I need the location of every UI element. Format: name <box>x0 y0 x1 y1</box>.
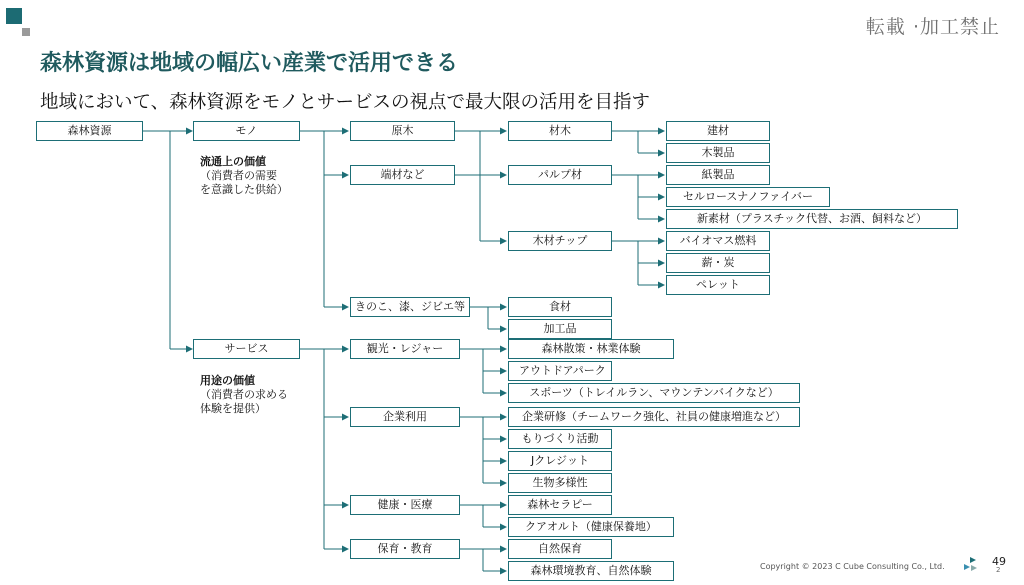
node-food-ingredients: 食材 <box>508 297 612 317</box>
node-goods: モノ <box>193 121 300 141</box>
service-value-title: 用途の価値 <box>200 374 255 387</box>
node-building-materials: 建材 <box>666 121 770 141</box>
goods-value-line-2: を意識した供給） <box>200 183 288 196</box>
node-logs: 原木 <box>350 121 455 141</box>
service-value-line-1: （消費者の求める <box>200 388 288 401</box>
node-new-materials: 新素材（プラスチック代替、お酒、飼料など） <box>666 209 958 229</box>
node-kurort: クアオルト（健康保養地） <box>508 517 674 537</box>
page-number: 49 <box>992 555 1006 568</box>
node-processed-goods: 加工品 <box>508 319 612 339</box>
node-mushrooms-lacquer-game: きのこ、漆、ジビエ等 <box>350 297 470 317</box>
goods-value-line-1: （消費者の需要 <box>200 169 277 182</box>
node-wood-products: 木製品 <box>666 143 770 163</box>
node-sports: スポーツ（トレイルラン、マウンテンバイクなど） <box>508 383 800 403</box>
page-sub-number: 2 <box>996 566 1001 574</box>
slide-title: 森林資源は地域の幅広い産業で活用できる <box>40 51 459 76</box>
node-pellets: ペレット <box>666 275 770 295</box>
node-forest-env-education: 森林環境教育、自然体験 <box>508 561 674 581</box>
node-cellulose-nanofiber: セルロースナノファイバー <box>666 187 830 207</box>
node-wood-chips: 木材チップ <box>508 231 612 251</box>
node-forest-building-activity: もりづくり活動 <box>508 429 612 449</box>
node-corporate-training: 企業研修（チームワーク強化、社員の健康増進など） <box>508 407 800 427</box>
service-value-note <box>200 374 288 416</box>
node-j-credit: Jクレジット <box>508 451 612 471</box>
node-firewood-charcoal: 薪・炭 <box>666 253 770 273</box>
node-pulpwood: パルプ材 <box>508 165 612 185</box>
node-offcuts: 端材など <box>350 165 455 185</box>
node-nature-childcare: 自然保育 <box>508 539 612 559</box>
company-logo-icon <box>962 556 978 572</box>
goods-value-note <box>200 155 288 197</box>
slide-subtitle: 地域において、森林資源をモノとサービスの視点で最大限の活用を目指す <box>40 92 650 113</box>
node-biodiversity: 生物多様性 <box>508 473 612 493</box>
node-forest-therapy: 森林セラピー <box>508 495 612 515</box>
node-forest-walk-experience: 森林散策・林業体験 <box>508 339 674 359</box>
node-forest-resources: 森林資源 <box>36 121 143 141</box>
node-services: サービス <box>193 339 300 359</box>
copy-prohibited-notice: 転載 ·加工禁止 <box>865 16 1000 38</box>
node-outdoor-park: アウトドアパーク <box>508 361 612 381</box>
node-paper-products: 紙製品 <box>666 165 770 185</box>
copyright-text: Copyright © 2023 C Cube Consulting Co., Ltd. <box>760 562 945 571</box>
node-health-medical: 健康・医療 <box>350 495 460 515</box>
node-corporate-use: 企業利用 <box>350 407 460 427</box>
node-childcare-education: 保育・教育 <box>350 539 460 559</box>
node-biomass-fuel: バイオマス燃料 <box>666 231 770 251</box>
node-tourism-leisure: 観光・レジャー <box>350 339 460 359</box>
service-value-line-2: 体験を提供） <box>200 402 266 415</box>
node-lumber: 材木 <box>508 121 612 141</box>
goods-value-title: 流通上の価値 <box>200 155 266 168</box>
